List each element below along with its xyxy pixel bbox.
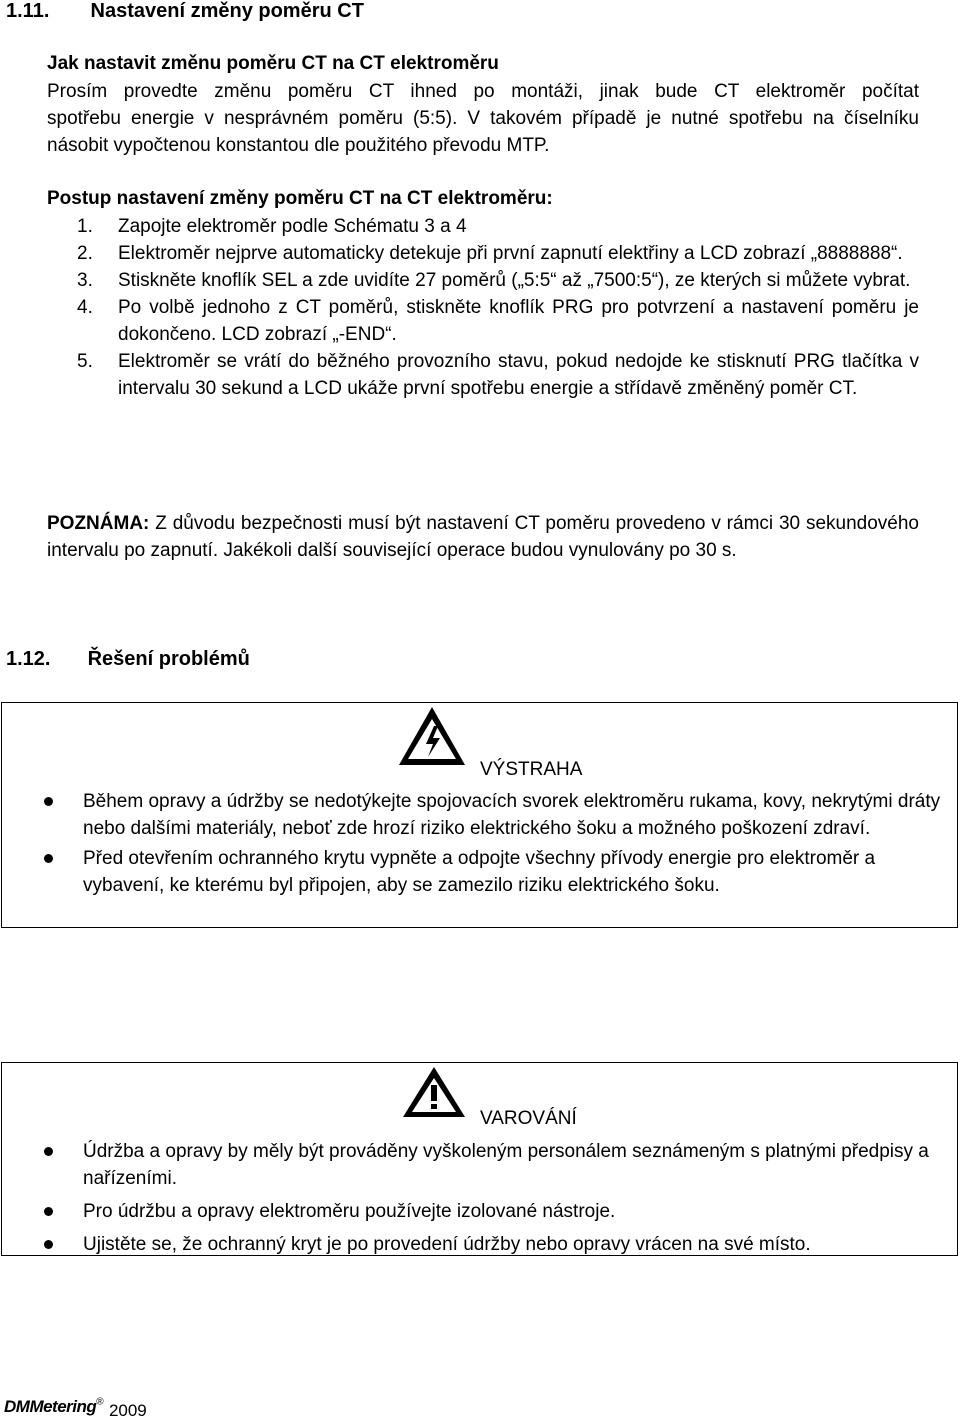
list-item (47, 213, 919, 240)
list-item (47, 348, 919, 402)
steps-list (47, 213, 919, 402)
trademark: ® (96, 1396, 104, 1408)
step-number: 5. (77, 351, 93, 372)
section-number: 1.11. (6, 0, 50, 22)
list-item (47, 294, 919, 348)
warning-list (2, 788, 957, 899)
bullet-icon (44, 1147, 53, 1156)
step-number: 3. (77, 270, 93, 291)
section-number: 1.12. (6, 648, 51, 670)
section-heading-1-12 (6, 648, 250, 671)
footer-year: 2009 (108, 1401, 147, 1420)
intro-line: Prosím provedte změnu poměru CT ihned po montáži, jinak bude CT elektroměr počítat (47, 81, 919, 102)
step-text: Zapojte elektroměr podle Schématu 3 a 4 (118, 216, 467, 237)
bullet-icon (44, 854, 53, 863)
section-title: Nastavení změny poměru CT (90, 0, 364, 22)
warning-item-text: Během opravy a údržby se nedotýkejte spojovacích svorek elektroměru rukama, kovy, nekrytými dráty nebo dalšími materiály, neboť zde hrozí riziko elektrického šoku a možného poškození zdraví. (83, 791, 941, 839)
caution-item-text: Ujistěte se, že ochranný kryt je po provedení údržby nebo opravy vrácen na své místo. (83, 1234, 811, 1255)
list-item (47, 267, 919, 294)
list-item (2, 845, 957, 899)
list-item (2, 1198, 957, 1225)
procedure-title: Postup nastavení změny poměru CT na CT elektroměru: (47, 188, 553, 209)
step-text: Elektroměr nejprve automaticky detekuje při první zapnutí elektřiny a LCD zobrazí „8888888“. (118, 243, 903, 264)
step-text: Stiskněte knoflík SEL a zde uvidíte 27 poměrů („5:5“ až „7500:5“), ze kterých si můžete vybrat. (118, 270, 911, 291)
caution-box (1, 1062, 958, 1256)
note-label: POZNÁMA: (47, 513, 150, 534)
list-item (2, 788, 957, 842)
step-text: Po volbě jednoho z CT poměrů, stiskněte knoflík PRG pro potvrzení a nastavení poměru je dokončeno. LCD zobrazí „-END“. (118, 297, 919, 345)
bullet-icon (44, 1207, 53, 1216)
step-number: 4. (77, 297, 93, 318)
footer (4, 1396, 147, 1418)
step-text: Elektroměr se vrátí do běžného provozního stavu, pokud nedojde ke stisknutí PRG tlačítka v intervalu 30 sekund a LCD ukáže první spotřebu energie a střídavě změněný poměr CT. (118, 351, 919, 399)
intro-line: násobit vypočtenou konstantou dle použitého převodu MTP. (47, 135, 550, 156)
section-heading-1-11 (6, 0, 364, 23)
company-logo: DMMetering (4, 1397, 97, 1416)
warning-caption: VÝSTRAHA (480, 759, 583, 780)
bullet-icon (44, 797, 53, 806)
subtitle: Jak nastavit změnu poměru CT na CT elektroměru (47, 53, 499, 74)
list-item (47, 240, 919, 267)
step-number: 2. (77, 243, 93, 264)
caution-item-text: Pro údržbu a opravy elektroměru používejte izolované nástroje. (83, 1201, 616, 1222)
bullet-icon (44, 1240, 53, 1249)
step-number: 1. (77, 216, 93, 237)
caution-list (2, 1138, 957, 1258)
caution-caption: VAROVÁNÍ (480, 1108, 577, 1129)
intro-line: spotřebu energie v nesprávném poměru (5:5). V takovém případě je nutné spotřebu na číselníku (47, 108, 919, 129)
exclamation-warning-icon (400, 1064, 468, 1126)
note-paragraph (47, 510, 919, 564)
electric-hazard-icon (396, 704, 468, 774)
caution-item-text: Údržba a opravy by měly být prováděny vyškoleným personálem seznámeným s platnými předpisy a nařízeními. (83, 1141, 929, 1189)
list-item (2, 1138, 957, 1192)
section-title: Řešení problémů (87, 648, 250, 670)
note-text: Z důvodu bezpečnosti musí být nastavení CT poměru provedeno v rámci 30 sekundového intervalu po zapnutí. Jakékoli další související operace budou vynulovány po 30 s. (47, 513, 919, 561)
warning-item-text: Před otevřením ochranného krytu vypněte a odpojte všechny přívody energie pro elektroměr a vybavení, ke kterému byl připojen, aby se zamezilo riziku elektrického šoku. (83, 848, 876, 896)
intro-paragraph (47, 78, 919, 159)
warning-box (1, 702, 958, 928)
list-item (2, 1231, 957, 1258)
